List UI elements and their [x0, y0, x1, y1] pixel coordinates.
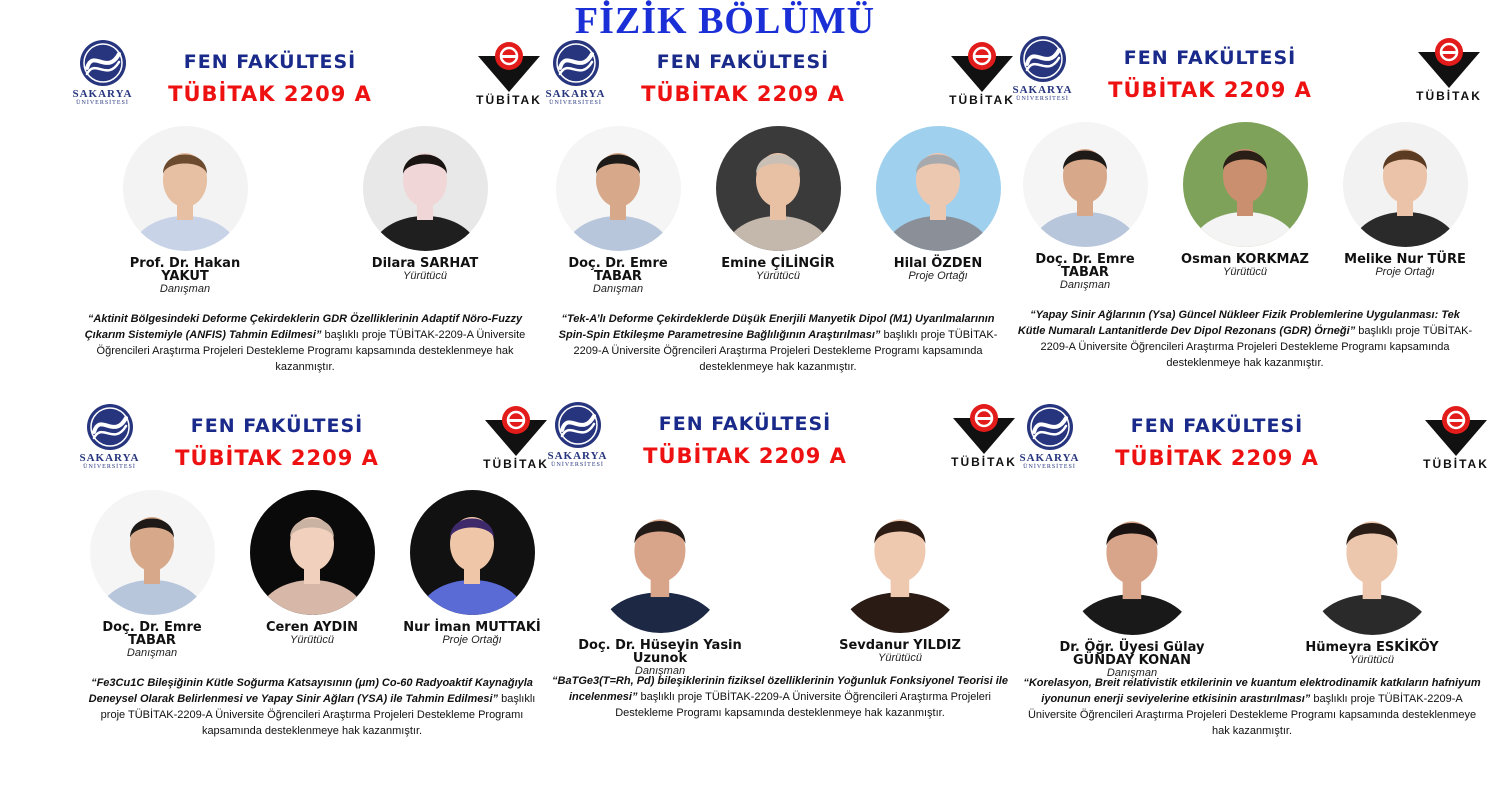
tubitak-name: TÜBİTAK — [1423, 457, 1489, 471]
project-title: “Tek-A’lı Deforme Çekirdeklerde Düşük Enerjili Manyetik Dipol (M1) Uyarılmalarının Spin-Spin Etkileşme Parametresine Bağlılığının Araştırılması” — [558, 313, 995, 341]
project-text: başlıklı proje TÜBİTAK-2209-A Üniversite Öğrencileri Araştırma Projeleri Destekleme Programı kapsamında desteklenmeye hak kazanmıştır. — [1027, 693, 1477, 737]
tubitak-name: TÜBİTAK — [1416, 89, 1482, 103]
university-subtitle: ÜNİVERSİTESİ — [549, 100, 602, 106]
person-photo — [410, 490, 535, 615]
person-card — [353, 126, 498, 283]
person-photo — [123, 126, 248, 251]
faculty-title: FEN FAKÜLTESİ — [656, 51, 830, 73]
project-text: başlıklı proje TÜBİTAK-2209-A Üniversite Öğrencileri Araştırma Projeleri Destekleme Programı kapsamında desteklenmeye hak kazanmıştır. — [573, 329, 998, 373]
person-card — [80, 490, 225, 660]
person-avatar-icon — [716, 126, 841, 251]
project-text: başlıklı proje TÜBİTAK-2209-A Üniversite Öğrencileri Araştırma Projeleri Destekleme Programı kapsamında desteklenmeye hak kazanmıştır. — [1040, 325, 1473, 369]
university-subtitle: ÜNİVERSİTESİ — [551, 462, 604, 468]
people-row — [1005, 122, 1485, 307]
person-avatar-icon — [1183, 122, 1308, 247]
program-title: TÜBİTAK 2209 A — [175, 446, 379, 470]
tubitak-emblem-icon — [1416, 34, 1482, 90]
person-photo — [1065, 490, 1200, 635]
person-card — [400, 490, 545, 647]
project-panel-6 — [1012, 402, 1492, 772]
project-description — [72, 675, 552, 739]
person-role: Danışman — [1106, 667, 1158, 679]
person-role: Proje Ortağı — [1375, 266, 1435, 278]
project-description — [540, 673, 1020, 721]
person-card — [1173, 122, 1318, 279]
sakarya-university-logo — [1012, 402, 1087, 471]
person-role: Danışman — [1059, 279, 1111, 291]
person-name: Nur İman MUTTAKİ — [403, 620, 541, 635]
sakarya-emblem-icon — [1020, 402, 1080, 452]
project-description — [1012, 675, 1492, 739]
person-card — [240, 490, 385, 647]
person-name: Hilal ÖZDEN — [893, 256, 983, 271]
panel-header — [1012, 402, 1492, 482]
person-role: Yürütücü — [1349, 654, 1395, 666]
page-title: FİZİK BÖLÜMÜ — [574, 0, 876, 42]
sakarya-university-logo — [1005, 34, 1080, 103]
person-photo — [363, 126, 488, 251]
person-name: Doç. Dr. Emre TABAR — [102, 620, 202, 648]
person-name: Emine ÇİLİNGİR — [721, 256, 835, 271]
project-title: “Korelasyon, Breit relativistik etkilerinin ve kuantum elektrodinamik katkıların hafniyum iyonunun enerji seviyelerine etkisinin arastırılması” — [1023, 677, 1481, 705]
tubitak-logo — [1413, 34, 1485, 103]
person-avatar-icon — [250, 490, 375, 615]
sakarya-emblem-icon — [80, 402, 140, 452]
tubitak-name: TÜBİTAK — [949, 93, 1015, 107]
sakarya-university-logo — [65, 38, 140, 107]
person-card — [866, 126, 1011, 283]
person-role: Danışman — [592, 283, 644, 295]
project-description — [1005, 307, 1485, 371]
project-text: başlıklı proje TÜBİTAK-2209-A Üniversite Öğrencileri Araştırma Projeleri Destekleme Programı kapsamında desteklenmeye hak kazanmıştır. — [100, 693, 536, 737]
person-name: Doç. Dr. Emre TABAR — [1035, 252, 1135, 280]
person-name: Ceren AYDIN — [265, 620, 359, 635]
sakarya-university-logo — [540, 400, 615, 469]
sakarya-university-logo — [72, 402, 147, 471]
person-name: Doç. Dr. Emre TABAR — [568, 256, 668, 284]
person-photo — [556, 126, 681, 251]
program-title: TÜBİTAK 2209 A — [641, 82, 845, 106]
person-name: Dilara SARHAT — [371, 256, 479, 271]
person-card — [805, 488, 995, 665]
person-avatar-icon — [1305, 490, 1440, 635]
person-avatar-icon — [876, 126, 1001, 251]
tubitak-logo — [473, 38, 545, 107]
person-name: Melike Nur TÜRE — [1344, 252, 1466, 267]
person-role: Yürütücü — [1222, 266, 1268, 278]
university-subtitle: ÜNİVERSİTESİ — [1023, 464, 1076, 470]
university-name: SAKARYA — [1019, 452, 1080, 464]
university-name: SAKARYA — [72, 88, 133, 100]
project-panel-3 — [1005, 34, 1485, 404]
tubitak-name: TÜBİTAK — [951, 455, 1017, 469]
project-title: “BaTGe3(T=Rh, Pd) bileşiklerinin fiziksel özelliklerinin Yoğunluk Fonksiyonel Teorisi ile incelenmesi” — [552, 675, 1008, 703]
faculty-title: FEN FAKÜLTESİ — [183, 51, 357, 73]
person-avatar-icon — [593, 488, 728, 633]
person-role: Danışman — [159, 283, 211, 295]
person-photo — [1183, 122, 1308, 247]
person-name: Doç. Dr. Hüseyin Yasin Uzunok — [578, 638, 742, 666]
person-name: Sevdanur YILDIZ — [839, 638, 961, 653]
person-card — [565, 488, 755, 678]
project-title: “Fe3Cu1C Bileşiğinin Kütle Soğurma Katsayısının (μm) Co-60 Radyoaktif Kaynağıyla Deneysel Olarak Belirlenmesi ve Yapay Sinir Ağları (YSA) ile Tahmin Edilmesi” — [88, 677, 533, 705]
university-subtitle: ÜNİVERSİTESİ — [1016, 96, 1069, 102]
person-avatar-icon — [833, 488, 968, 633]
tubitak-emblem-icon — [951, 400, 1017, 456]
person-avatar-icon — [556, 126, 681, 251]
person-name: Hümeyra ESKİKÖY — [1305, 640, 1439, 655]
person-avatar-icon — [363, 126, 488, 251]
person-card — [113, 126, 258, 296]
person-avatar-icon — [90, 490, 215, 615]
person-card — [1013, 122, 1158, 292]
person-card — [706, 126, 851, 283]
panel-header — [72, 402, 552, 482]
project-description — [538, 311, 1018, 375]
panel-header — [1005, 34, 1485, 114]
person-card — [1037, 490, 1227, 680]
faculty-title: FEN FAKÜLTESİ — [658, 413, 832, 435]
faculty-title: FEN FAKÜLTESİ — [190, 415, 364, 437]
sakarya-emblem-icon — [546, 38, 606, 88]
people-row — [538, 126, 1018, 311]
person-photo — [593, 488, 728, 633]
person-name: Prof. Dr. Hakan YAKUT — [129, 256, 241, 284]
person-role: Yürütücü — [402, 270, 448, 282]
people-row — [72, 490, 552, 675]
person-avatar-icon — [410, 490, 535, 615]
tubitak-name: TÜBİTAK — [483, 457, 549, 471]
program-title: TÜBİTAK 2209 A — [1115, 446, 1319, 470]
person-photo — [1023, 122, 1148, 247]
people-row — [1012, 490, 1492, 679]
faculty-title: FEN FAKÜLTESİ — [1130, 415, 1304, 437]
university-subtitle: ÜNİVERSİTESİ — [83, 464, 136, 470]
person-photo — [716, 126, 841, 251]
person-photo — [1305, 490, 1440, 635]
project-text: başlıklı proje TÜBİTAK-2209-A Üniversite Öğrencileri Araştırma Projeleri Destekleme Programı kapsamında desteklenmeye hak kazanmıştır. — [96, 329, 526, 373]
person-photo — [250, 490, 375, 615]
project-title: “Aktinit Bölgesindeki Deforme Çekirdeklerin GDR Özelliklerinin Adaptif Nöro-Fuzzy Çıkarım Sistemiyle (ANFIS) Tahmin Edilmesi” — [84, 313, 523, 341]
faculty-title: FEN FAKÜLTESİ — [1123, 47, 1297, 69]
project-panel-4 — [72, 402, 552, 772]
person-avatar-icon — [1023, 122, 1148, 247]
sakarya-emblem-icon — [73, 38, 133, 88]
university-name: SAKARYA — [1012, 84, 1073, 96]
university-name: SAKARYA — [79, 452, 140, 464]
sakarya-university-logo — [538, 38, 613, 107]
person-name: Dr. Öğr. Üyesi Gülay GÜNDAY KONAN — [1059, 640, 1205, 668]
project-panel-1 — [65, 38, 545, 408]
university-name: SAKARYA — [547, 450, 608, 462]
university-subtitle: ÜNİVERSİTESİ — [76, 100, 129, 106]
program-title: TÜBİTAK 2209 A — [1108, 78, 1312, 102]
project-title: “Yapay Sinir Ağlarının (Ysa) Güncel Nükleer Fizik Problemlerine Uygulanması: Tek Kütle Numaralı Lantanitlerde Dev Dipol Rezonans (GDR) Örneği” — [1017, 309, 1460, 337]
person-card — [546, 126, 691, 296]
person-role: Proje Ortağı — [908, 270, 968, 282]
person-role: Yürütücü — [877, 652, 923, 664]
program-title: TÜBİTAK 2209 A — [643, 444, 847, 468]
sakarya-emblem-icon — [548, 400, 608, 450]
tubitak-emblem-icon — [476, 38, 542, 94]
person-photo — [833, 488, 968, 633]
university-name: SAKARYA — [545, 88, 606, 100]
panel-header — [538, 38, 1018, 118]
person-role: Danışman — [126, 647, 178, 659]
tubitak-logo — [1420, 402, 1492, 471]
tubitak-logo — [948, 400, 1020, 469]
person-photo — [1343, 122, 1468, 247]
person-role: Yürütücü — [755, 270, 801, 282]
person-card — [1277, 490, 1467, 667]
sakarya-emblem-icon — [1013, 34, 1073, 84]
person-role: Proje Ortağı — [442, 634, 502, 646]
person-avatar-icon — [123, 126, 248, 251]
person-name: Osman KORKMAZ — [1181, 252, 1309, 267]
project-panel-2 — [538, 38, 1018, 408]
project-description — [65, 311, 545, 375]
tubitak-name: TÜBİTAK — [476, 93, 542, 107]
project-text: başlıklı proje TÜBİTAK-2209-A Üniversite Öğrencileri Araştırma Projeleri Destekleme Programı kapsamında desteklenmeye hak kazanmıştır. — [615, 691, 992, 719]
person-card — [1333, 122, 1478, 279]
person-avatar-icon — [1343, 122, 1468, 247]
tubitak-emblem-icon — [1423, 402, 1489, 458]
person-photo — [90, 490, 215, 615]
person-role: Yürütücü — [289, 634, 335, 646]
people-row — [540, 488, 1020, 677]
person-photo — [876, 126, 1001, 251]
person-avatar-icon — [1065, 490, 1200, 635]
person-role: Danışman — [634, 665, 686, 677]
panel-header — [540, 400, 1020, 480]
panel-header — [65, 38, 545, 118]
project-panel-5 — [540, 400, 1020, 770]
program-title: TÜBİTAK 2209 A — [168, 82, 372, 106]
people-row — [65, 126, 545, 311]
